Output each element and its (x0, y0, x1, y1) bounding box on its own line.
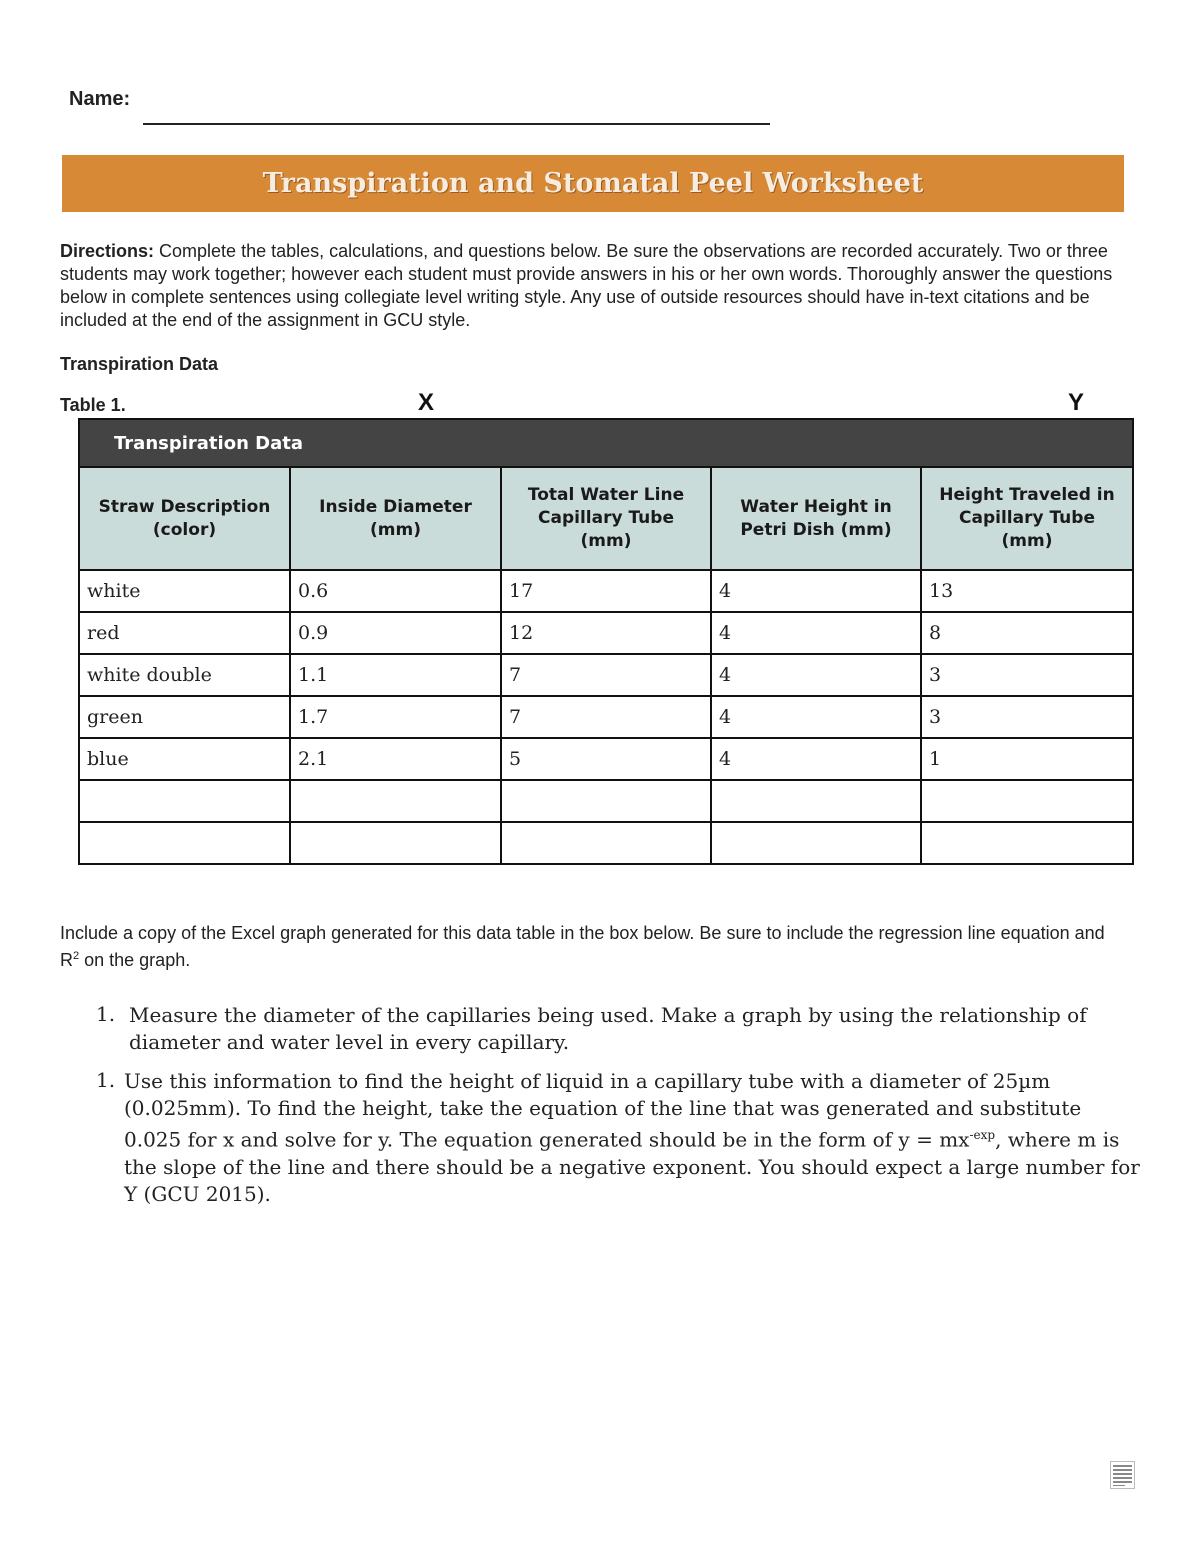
table-cell[interactable]: 3 (921, 654, 1133, 696)
table-row (79, 612, 1133, 654)
table-row (79, 570, 1133, 612)
table-row (79, 738, 1133, 780)
table-row (79, 696, 1133, 738)
x-axis-marker: X (418, 389, 435, 416)
table-cell[interactable]: 2.1 (290, 738, 501, 780)
header-line: (color) (152, 519, 217, 540)
y-axis-marker: Y (1068, 389, 1085, 416)
header-line: Straw Description (98, 496, 271, 517)
table-cell[interactable]: 13 (921, 570, 1133, 612)
header-line: (mm) (370, 519, 421, 540)
table-cell[interactable]: 4 (711, 654, 921, 696)
table-cell[interactable] (921, 822, 1133, 864)
table-cell[interactable]: green (79, 696, 290, 738)
table-cell[interactable] (501, 822, 711, 864)
header-line: Capillary Tube (959, 508, 1095, 528)
header-line: (mm) (580, 531, 632, 551)
table-cell[interactable] (290, 822, 501, 864)
table-cell[interactable] (79, 780, 290, 822)
name-field-line[interactable] (143, 123, 770, 125)
table-cell[interactable]: 3 (921, 696, 1133, 738)
table-cell[interactable]: 0.9 (290, 612, 501, 654)
table-cell[interactable] (290, 780, 501, 822)
table-title: Transpiration Data (79, 419, 1133, 467)
table-cell[interactable] (501, 780, 711, 822)
header-line: Petri Dish (mm) (740, 519, 892, 540)
table-cell[interactable] (711, 780, 921, 822)
worksheet-title: Transpiration and Stomatal Peel Worksheet (262, 168, 924, 199)
table-cell[interactable]: 12 (501, 612, 711, 654)
header-line: Height Traveled in (939, 485, 1115, 505)
table-title-row (79, 419, 1133, 467)
directions-label: Directions: (60, 241, 155, 261)
graph-instructions (60, 922, 1120, 972)
table-label: Table 1. (60, 395, 126, 415)
document-lines-icon[interactable] (1110, 1461, 1135, 1489)
table-cell[interactable]: 8 (921, 612, 1133, 654)
table-header-row (79, 467, 1133, 570)
question-2-text (124, 1068, 1144, 1208)
table-cell[interactable]: red (79, 612, 290, 654)
table-cell[interactable]: 1.1 (290, 654, 501, 696)
table-cell[interactable]: 4 (711, 738, 921, 780)
column-header-height-traveled (921, 467, 1133, 570)
question-1-text: Measure the diameter of the capillaries being used. Make a graph by using the relationship of diameter and water level in every capillary. (129, 1003, 1087, 1054)
header-line: Inside Diameter (319, 496, 472, 517)
column-header-total-water-line (501, 467, 711, 570)
table-row (79, 654, 1133, 696)
question-2-number: 1. (96, 1068, 116, 1092)
table-cell[interactable]: 4 (711, 612, 921, 654)
section-heading: Transpiration Data (60, 354, 219, 374)
question-1-number: 1. (96, 1002, 116, 1026)
table-cell[interactable]: 7 (501, 654, 711, 696)
table-cell[interactable]: blue (79, 738, 290, 780)
table-cell[interactable]: white double (79, 654, 290, 696)
superscript-2: 2 (73, 950, 80, 962)
table-row-empty (79, 822, 1133, 864)
table-cell[interactable]: 1.7 (290, 696, 501, 738)
name-label: Name: (69, 88, 131, 110)
question-2-text-tail: , where m is the slope of the line and there should be a negative exponent. You should expect a large number for Y (GCU 2015). (124, 1127, 1140, 1206)
transpiration-data-table (78, 418, 1134, 865)
graph-instructions-tail: on the graph. (79, 950, 191, 970)
table-cell[interactable]: 1 (921, 738, 1133, 780)
column-header-inside-diameter (290, 467, 501, 570)
title-banner (62, 155, 1124, 212)
graph-instructions-text: Include a copy of the Excel graph generated for this data table in the box below. Be sure to include the regression line equation and R (60, 923, 1105, 970)
table-cell[interactable]: 7 (501, 696, 711, 738)
table-cell[interactable] (921, 780, 1133, 822)
table-cell[interactable]: 17 (501, 570, 711, 612)
directions-paragraph (60, 240, 1135, 332)
exponent-superscript: -exp (969, 1128, 996, 1142)
column-header-straw-description (79, 467, 290, 570)
table-cell[interactable]: 5 (501, 738, 711, 780)
table-cell[interactable] (711, 822, 921, 864)
table-cell[interactable] (79, 822, 290, 864)
header-line: Total Water Line (527, 485, 685, 505)
table-cell[interactable]: 0.6 (290, 570, 501, 612)
table-cell[interactable]: 4 (711, 570, 921, 612)
table-cell[interactable]: 4 (711, 696, 921, 738)
header-line: (mm) (1001, 531, 1053, 551)
directions-text: Complete the tables, calculations, and questions below. Be sure the observations are recorded accurately. Two or three students may work together; however each student must provide answers in his or her own words. Thoroughly answer the questions below in complete sentences using collegiate level writing style. Any use of outside resources should have in-text citations and be included at the end of the assignment in GCU style. (60, 241, 1113, 330)
header-line: Capillary Tube (538, 508, 674, 528)
table-cell[interactable]: white (79, 570, 290, 612)
column-header-water-height-petri-dish (711, 467, 921, 570)
table-row-empty (79, 780, 1133, 822)
header-line: Water Height in (740, 496, 892, 517)
question-2-text-main: Use this information to find the height of liquid in a capillary tube with a diameter of 25µm (0.025mm). To find the height, take the equation of the line that was generated and substitute 0.025 for x and solve for y. The equation generated should be in the form of y = mx (124, 1069, 1082, 1152)
